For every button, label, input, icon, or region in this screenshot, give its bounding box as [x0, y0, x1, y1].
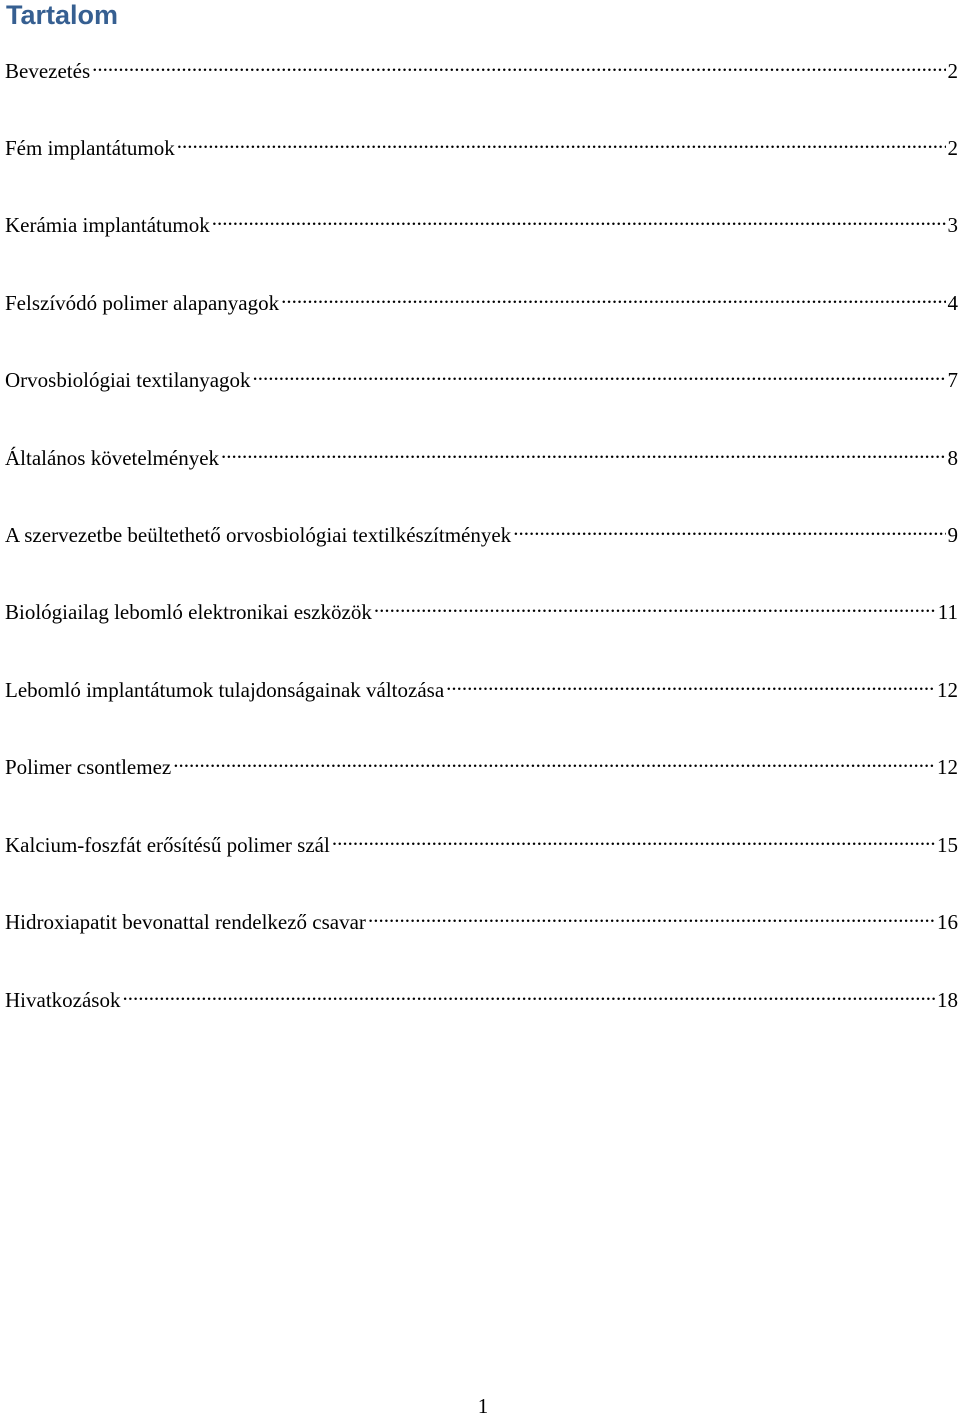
toc-entry-textilkeszitmenyek[interactable]	[5, 514, 960, 542]
toc-entry-page: 12	[937, 676, 960, 704]
toc-entry-label: Biológiailag lebomló elektronikai eszközök	[5, 598, 372, 626]
toc-dot-leader	[92, 50, 945, 78]
toc-entry-orvosbiologiai-textilanyagok[interactable]	[5, 359, 960, 387]
toc-dot-leader	[374, 591, 936, 619]
toc-entry-bevezetes[interactable]	[5, 50, 960, 78]
toc-entry-page: 16	[937, 908, 960, 936]
toc-entry-label: Polimer csontlemez	[5, 753, 171, 781]
toc-entry-page: 8	[948, 444, 960, 472]
toc-dot-leader	[173, 746, 935, 774]
toc-entry-lebomlo-implantatumok[interactable]	[5, 669, 960, 697]
page-number: 1	[0, 1393, 960, 1419]
toc-heading: Tartalom	[6, 0, 118, 32]
toc-dot-leader	[122, 979, 935, 1007]
toc-entry-label: Hivatkozások	[5, 986, 120, 1014]
toc-entry-label: Fém implantátumok	[5, 134, 175, 162]
toc-entry-page: 9	[948, 521, 960, 549]
toc-entry-label: Kerámia implantátumok	[5, 211, 210, 239]
toc-dot-leader	[446, 669, 935, 697]
toc-entry-page: 7	[948, 366, 960, 394]
toc-dot-leader	[281, 282, 945, 310]
toc-entry-altalanos-kovetelmenyek[interactable]	[5, 437, 960, 465]
toc-entry-label: Lebomló implantátumok tulajdonságainak változása	[5, 676, 444, 704]
toc-entry-kalcium-foszfat[interactable]	[5, 824, 960, 852]
toc-dot-leader	[212, 204, 946, 232]
toc-entry-label: Általános követelmények	[5, 444, 219, 472]
toc-entry-page: 11	[938, 598, 960, 626]
toc-entry-hivatkozasok[interactable]	[5, 979, 960, 1007]
toc-entry-label: Felszívódó polimer alapanyagok	[5, 289, 279, 317]
toc-entry-page: 18	[937, 986, 960, 1014]
toc-entry-polimer-csontlemez[interactable]	[5, 746, 960, 774]
toc-dot-leader	[253, 359, 946, 387]
toc-dot-leader	[368, 901, 935, 929]
toc-entry-page: 4	[948, 289, 960, 317]
toc-entry-label: Kalcium-foszfát erősítésű polimer szál	[5, 831, 330, 859]
toc-entry-hidroxiapatit-csavar[interactable]	[5, 901, 960, 929]
toc-entry-page: 2	[948, 134, 960, 162]
toc-entry-page: 2	[948, 57, 960, 85]
toc-entry-lebomlo-elektronika[interactable]	[5, 591, 960, 619]
toc-entry-keramia-implantatumok[interactable]	[5, 204, 960, 232]
toc-entry-label: Orvosbiológiai textilanyagok	[5, 366, 251, 394]
toc-entry-page: 15	[937, 831, 960, 859]
toc-entry-page: 12	[937, 753, 960, 781]
toc-dot-leader	[513, 514, 945, 542]
toc-entry-label: Hidroxiapatit bevonattal rendelkező csavar	[5, 908, 366, 936]
toc-entry-felszivodo-polimer[interactable]	[5, 282, 960, 310]
toc-dot-leader	[221, 437, 945, 465]
toc-entry-label: Bevezetés	[5, 57, 90, 85]
toc-entry-page: 3	[948, 211, 960, 239]
toc-dot-leader	[177, 127, 946, 155]
toc-dot-leader	[332, 824, 935, 852]
toc-entry-fem-implantatumok[interactable]	[5, 127, 960, 155]
toc-entry-label: A szervezetbe beültethető orvosbiológiai textilkészítmények	[5, 521, 511, 549]
